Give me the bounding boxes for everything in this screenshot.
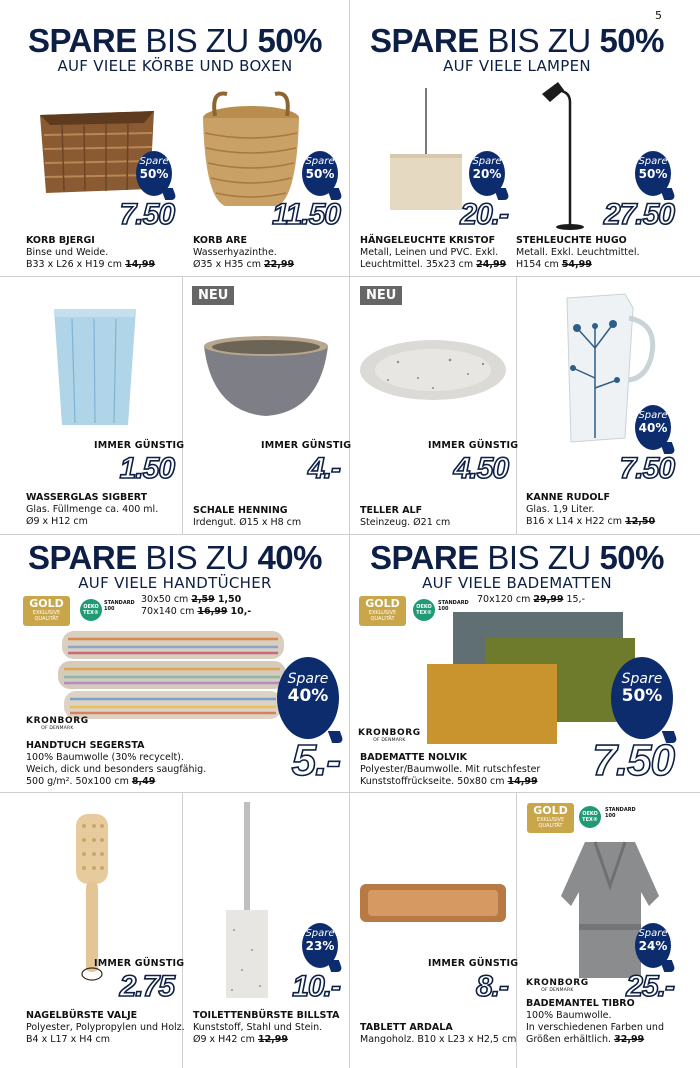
kronborg-logo: KRONBORG OF DENMARK — [358, 728, 421, 743]
price: 7.50 — [119, 198, 174, 231]
oeko-standard: STANDARD 100 — [104, 600, 135, 612]
divider — [182, 276, 183, 534]
discount-badge: Spare 50% — [302, 151, 338, 196]
immer-guenstig-label: IMMER GÜNSTIG — [428, 440, 519, 451]
product-korb-are: KORB ARE Wasserhyazinthe. Ø35 x H35 cm 22,99 — [193, 235, 295, 270]
oeko-standard: STANDARD 100 — [438, 600, 469, 612]
extra-sizes-bathmat: 70x120 cm 29,99 15,- — [477, 594, 586, 605]
price: 27.50 — [603, 198, 674, 231]
gold-quality-label: GOLD EXKLUSIVE QUALITÄT — [23, 596, 70, 626]
pendant-lamp-image[interactable] — [384, 88, 464, 213]
discount-badge: Spare 50% — [136, 151, 172, 196]
new-badge: NEU — [360, 286, 402, 305]
kronborg-logo: KRONBORG OF DENMARK — [26, 716, 89, 731]
immer-guenstig-label: IMMER GÜNSTIG — [94, 958, 185, 969]
divider — [516, 276, 517, 534]
toilet-brush-image[interactable] — [222, 800, 272, 1000]
floor-lamp-image[interactable] — [540, 72, 600, 232]
price: 25.- — [626, 970, 674, 1003]
price: 8.- — [475, 970, 508, 1003]
oeko-standard: STANDARD 100 — [605, 807, 636, 819]
discount-badge: Spare 24% — [635, 923, 671, 968]
oeko-tex-logo: OEKO TEX® — [413, 599, 435, 621]
new-badge: NEU — [192, 286, 234, 305]
price: 20.- — [460, 198, 508, 231]
divider — [0, 276, 700, 277]
discount-badge: Spare 23% — [302, 923, 338, 968]
product-korb-bjergi: KORB BJERGI Binse und Weide. B33 x L26 x H19 cm 14,99 — [26, 235, 156, 270]
product-valje: NAGELBÜRSTE VALJE Polyester, Polypropylen und Holz. B4 x L17 x H4 cm — [26, 1010, 185, 1045]
discount-badge: Spare 40% — [635, 405, 671, 450]
product-sigbert: WASSERGLAS SIGBERT Glas. Füllmenge ca. 400 ml. Ø9 x H12 cm — [26, 492, 159, 527]
banner-lamps: SPARE BIS ZU 50% AUF VIELE LAMPEN — [369, 22, 664, 75]
product-henning: SCHALE HENNING Irdengut. Ø15 x H8 cm — [193, 505, 302, 528]
plate-image[interactable] — [358, 338, 508, 403]
banner-towels: SPARE BIS ZU 40% AUF VIELE HANDTÜCHER — [27, 539, 322, 592]
discount-badge: Spare 50% — [611, 657, 673, 739]
product-hugo: STEHLEUCHTE HUGO Metall. Exkl. Leuchtmittel. H154 cm 54,99 — [516, 235, 640, 270]
product-rudolf: KANNE RUDOLF Glas. 1,9 Liter. B16 x L14 x H22 cm 12,50 — [526, 492, 656, 527]
oeko-tex-logo: OEKO TEX® — [579, 806, 601, 828]
tray-image[interactable] — [358, 880, 508, 925]
product-tibro: BADEMANTEL TIBRO 100% Baumwolle. In verschiedenen Farben und Größen erhältlich. 32,99 — [526, 998, 664, 1045]
bowl-image[interactable] — [200, 334, 332, 419]
price: 7.50 — [619, 452, 674, 485]
extra-sizes-towel: 30x50 cm 2,59 1,50 70x140 cm 16,99 10,- — [141, 594, 252, 617]
product-kristof: HÄNGELEUCHTE KRISTOF Metall, Leinen und PVC. Exkl. Leuchtmittel. 35x23 cm 24,99 — [360, 235, 507, 270]
price: 2.75 — [119, 970, 174, 1003]
price: 7.50 — [592, 736, 674, 785]
price: 11.50 — [272, 198, 340, 231]
product-alf: TELLER ALF Steinzeug. Ø21 cm — [360, 505, 451, 528]
divider — [0, 534, 700, 535]
basket-round-image[interactable] — [195, 88, 307, 213]
product-billsta: TOILETTENBÜRSTE BILLSTA Kunststoff, Stahl und Stein. Ø9 x H42 cm 12,99 — [193, 1010, 340, 1045]
bathmats-image[interactable] — [425, 606, 640, 746]
price: 1.50 — [119, 452, 174, 485]
immer-guenstig-label: IMMER GÜNSTIG — [428, 958, 519, 969]
price: 4.- — [307, 452, 340, 485]
price: 4.50 — [453, 452, 508, 485]
banner-baskets: SPARE BIS ZU 50% AUF VIELE KÖRBE UND BOXEN — [27, 22, 322, 75]
gold-quality-label: GOLD EXKLUSIVE QUALITÄT — [527, 803, 574, 833]
product-segersta: HANDTUCH SEGERSTA 100% Baumwolle (30% recycelt). Weich, dick und besonders saugfähig. 500 g/m². 50x100 cm 8,49 — [26, 740, 207, 787]
discount-badge: Spare 20% — [469, 151, 505, 196]
price: 5.- — [291, 736, 340, 785]
banner-bathmats: SPARE BIS ZU 50% AUF VIELE BADEMATTEN — [369, 539, 664, 592]
divider — [0, 792, 700, 793]
immer-guenstig-label: IMMER GÜNSTIG — [94, 440, 185, 451]
page-number: 5 — [655, 9, 662, 22]
kronborg-logo: KRONBORG OF DENMARK — [526, 978, 589, 993]
discount-badge: Spare 40% — [277, 657, 339, 739]
towel-stack-image[interactable] — [52, 625, 292, 725]
gold-quality-label: GOLD EXKLUSIVE QUALITÄT — [359, 596, 406, 626]
water-glass-image[interactable] — [50, 305, 140, 430]
product-nolvik: BADEMATTE NOLVIK Polyester/Baumwolle. Mit rutschfester Kunststoffrückseite. 50x80 cm 14,99 — [360, 752, 541, 787]
price: 10.- — [292, 970, 340, 1003]
product-ardala: TABLETT ARDALA Mangoholz. B10 x L23 x H2,5 cm — [360, 1022, 517, 1045]
discount-badge: Spare 50% — [635, 151, 671, 196]
immer-guenstig-label: IMMER GÜNSTIG — [261, 440, 352, 451]
oeko-tex-logo: OEKO TEX® — [80, 599, 102, 621]
